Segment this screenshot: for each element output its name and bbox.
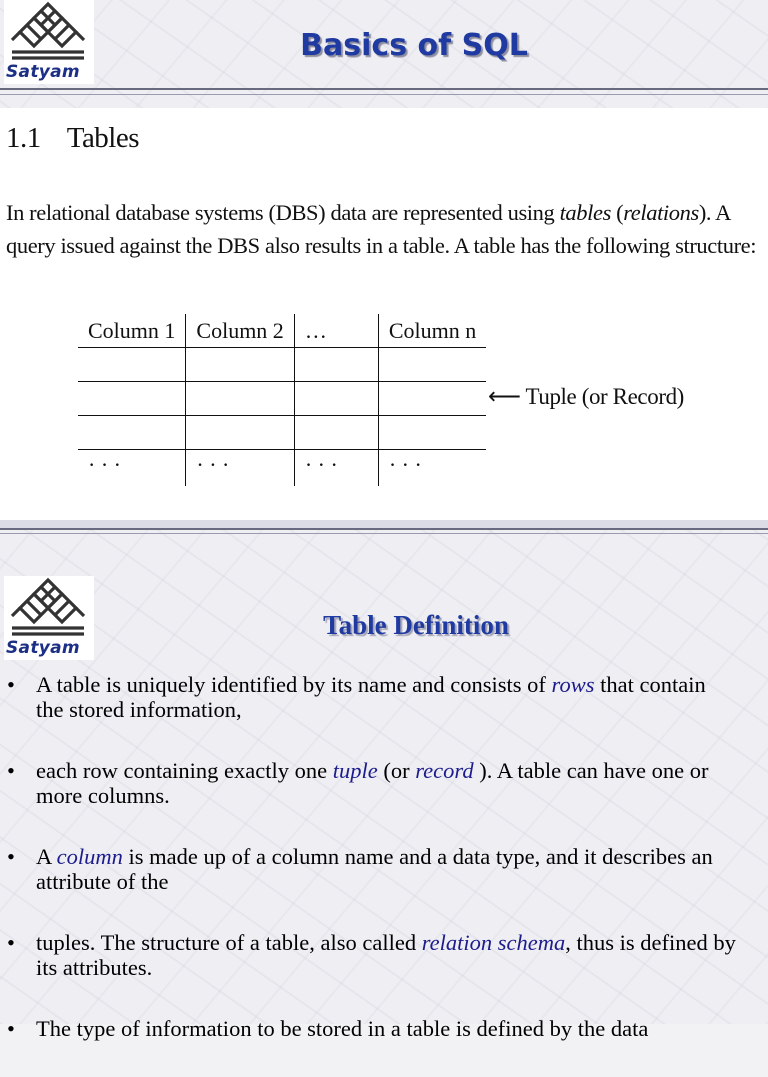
- para-text: (: [610, 200, 624, 225]
- table-cell: [78, 416, 186, 450]
- para-text: ). A query issued against the DBS also results in a table. A table has the following structure:: [6, 200, 757, 258]
- slide-title: Basics of SQL: [300, 28, 528, 63]
- bullet-text: each row containing exactly one: [36, 758, 333, 783]
- section-heading: [6, 122, 139, 155]
- table-row: [78, 382, 486, 416]
- column-header: Column 2: [186, 314, 294, 348]
- satyam-logo-text: Satyam: [6, 62, 80, 82]
- table-cell: [78, 382, 186, 416]
- bullet-em: tuple: [332, 758, 378, 783]
- bullet-list: [0, 672, 768, 1077]
- ellipsis-cell: · · ·: [88, 452, 121, 477]
- table-cell: [378, 348, 486, 382]
- table-cell: [294, 416, 378, 450]
- list-item: [0, 758, 736, 808]
- header-row: [78, 314, 486, 348]
- bullet-em: rows: [551, 672, 595, 697]
- bullet-text: A: [36, 844, 57, 869]
- slide-table-definition: [0, 528, 768, 1041]
- slide-basics-of-sql: [0, 0, 768, 520]
- ellipsis-cell: · · ·: [186, 450, 294, 487]
- bullet-text: ). A table can have one or more columns.: [36, 758, 709, 808]
- table-row: [78, 348, 486, 382]
- intro-paragraph: [6, 196, 758, 262]
- ellipsis-row: [78, 450, 486, 487]
- tuple-annotation: ⟵ Tuple (or Record): [488, 384, 684, 409]
- column-header: …: [294, 314, 378, 348]
- section-title: Tables: [66, 122, 140, 154]
- table-cell: [78, 348, 186, 382]
- bullet-em: record: [415, 758, 474, 783]
- bullet-icon: •: [7, 844, 15, 869]
- top-rule-thin: [0, 533, 768, 534]
- column-header: Column 1: [78, 314, 186, 348]
- bullet-em: column: [56, 844, 123, 869]
- table-structure-diagram: [78, 314, 486, 486]
- header-rule: [0, 88, 768, 90]
- bullet-text: (or: [377, 758, 416, 783]
- bullet-em: relation schema: [421, 930, 566, 955]
- table-cell: [294, 348, 378, 382]
- top-rule: [0, 528, 768, 530]
- para-em-tables: tables: [559, 200, 611, 225]
- table-cell: [186, 348, 294, 382]
- table-cell: [378, 416, 486, 450]
- table-cell: [186, 382, 294, 416]
- bullet-icon: •: [7, 672, 15, 697]
- para-em-relations: relations: [623, 200, 699, 225]
- bullet-text: The type of information to be stored in a table is defined by the data: [36, 1016, 649, 1041]
- section-number: 1.1: [6, 122, 41, 154]
- list-item: [0, 1016, 736, 1041]
- bullet-icon: •: [7, 758, 15, 783]
- satyam-logo-text: Satyam: [6, 638, 80, 658]
- bullet-text: A table is uniquely identified by its name and consists of: [36, 672, 552, 697]
- bullet-text: that contain the stored information,: [36, 672, 706, 722]
- bullet-text: is made up of a column name and a data type, and it describes an attribute of the: [36, 844, 713, 894]
- ellipsis-cell: · · ·: [378, 450, 486, 487]
- table-cell: [378, 382, 486, 416]
- table-cell: [294, 382, 378, 416]
- bullet-icon: •: [7, 1016, 15, 1041]
- list-item: [0, 930, 736, 980]
- slide-title: Table Definition: [323, 610, 509, 640]
- list-item: [0, 672, 736, 722]
- ellipsis-cell: · · ·: [294, 450, 378, 487]
- table-row: [78, 416, 486, 450]
- bullet-text: tuples. The structure of a table, also called: [36, 930, 422, 955]
- para-text: In relational database systems (DBS) data are represented using: [6, 200, 560, 225]
- table-cell: [186, 416, 294, 450]
- list-item: [0, 844, 736, 894]
- header-rule-thin: [0, 94, 768, 95]
- document-excerpt: [0, 108, 768, 520]
- slide-separator: [0, 520, 768, 528]
- bullet-icon: •: [7, 930, 15, 955]
- column-header: Column n: [378, 314, 486, 348]
- bullet-text: , thus is defined by its attributes.: [36, 930, 736, 980]
